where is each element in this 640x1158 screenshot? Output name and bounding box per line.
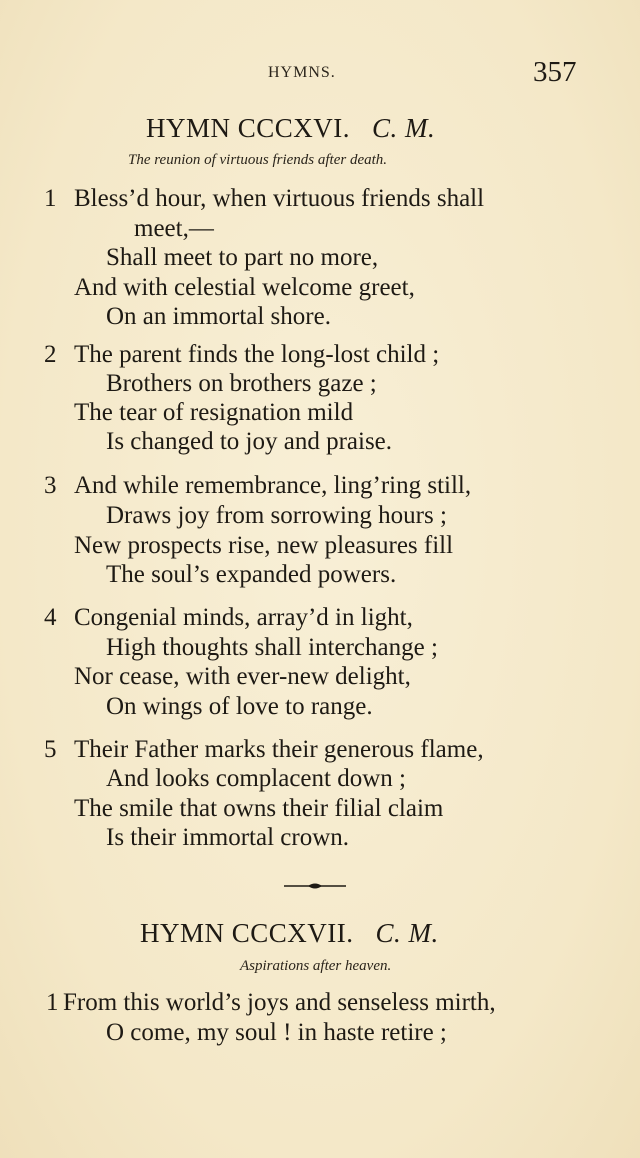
verse-line: Their Father marks their generous flame, <box>74 736 484 763</box>
verse-line: Draws joy from sorrowing hours ; <box>106 502 447 529</box>
verse-line: The tear of resignation mild <box>74 399 354 426</box>
stanza-number: 3 <box>44 472 57 499</box>
verse-line: meet,— <box>134 215 214 242</box>
stanza-number: 1 <box>44 185 57 212</box>
stanza-number: 1 <box>46 989 59 1016</box>
hymn-subtitle: The reunion of virtuous friends after death. <box>128 152 388 168</box>
hymn-title-text: HYMN CCCXVII. <box>140 918 354 948</box>
verse-line: New prospects rise, new pleasures fill <box>74 532 454 559</box>
stanza-number: 5 <box>44 736 57 763</box>
stanza-number: 2 <box>44 341 57 368</box>
verse-line: Is their immortal crown. <box>106 824 349 851</box>
verse-line: And with celestial welcome greet, <box>74 274 415 301</box>
stanza-number: 4 <box>44 604 57 631</box>
verse-line: Nor cease, with ever-new delight, <box>74 663 411 690</box>
verse-line: Brothers on brothers gaze ; <box>106 370 377 397</box>
hymn-meter: C. M. <box>375 918 439 948</box>
verse-line: From this world’s joys and senseless mirth, <box>63 989 496 1016</box>
hymn-title <box>146 113 435 144</box>
verse-line: The smile that owns their filial claim <box>74 795 444 822</box>
verse-line: The parent finds the long-lost child ; <box>74 341 440 368</box>
verse-line: On an immortal shore. <box>106 303 331 330</box>
hymn-title <box>140 918 439 949</box>
verse-line: Shall meet to part no more, <box>106 244 379 271</box>
verse-line: The soul’s expanded powers. <box>106 561 397 588</box>
hymn-subtitle: Aspirations after heaven. <box>240 958 392 974</box>
verse-line: Congenial minds, array’d in light, <box>74 604 413 631</box>
verse-line: And looks complacent down ; <box>106 765 406 792</box>
hymn-title-text: HYMN CCCXVI. <box>146 113 351 143</box>
verse-line: Bless’d hour, when virtuous friends shall <box>74 185 485 212</box>
verse-line: Is changed to joy and praise. <box>106 428 393 455</box>
hymn-meter: C. M. <box>372 113 436 143</box>
verse-line: On wings of love to range. <box>106 693 373 720</box>
running-head: HYMNS. <box>268 64 336 81</box>
divider-ornament <box>284 880 346 892</box>
page-number: 357 <box>533 56 577 88</box>
verse-line: And while remembrance, ling’ring still, <box>74 472 472 499</box>
verse-line: O come, my soul ! in haste retire ; <box>106 1019 447 1046</box>
verse-line: High thoughts shall interchange ; <box>106 634 438 661</box>
